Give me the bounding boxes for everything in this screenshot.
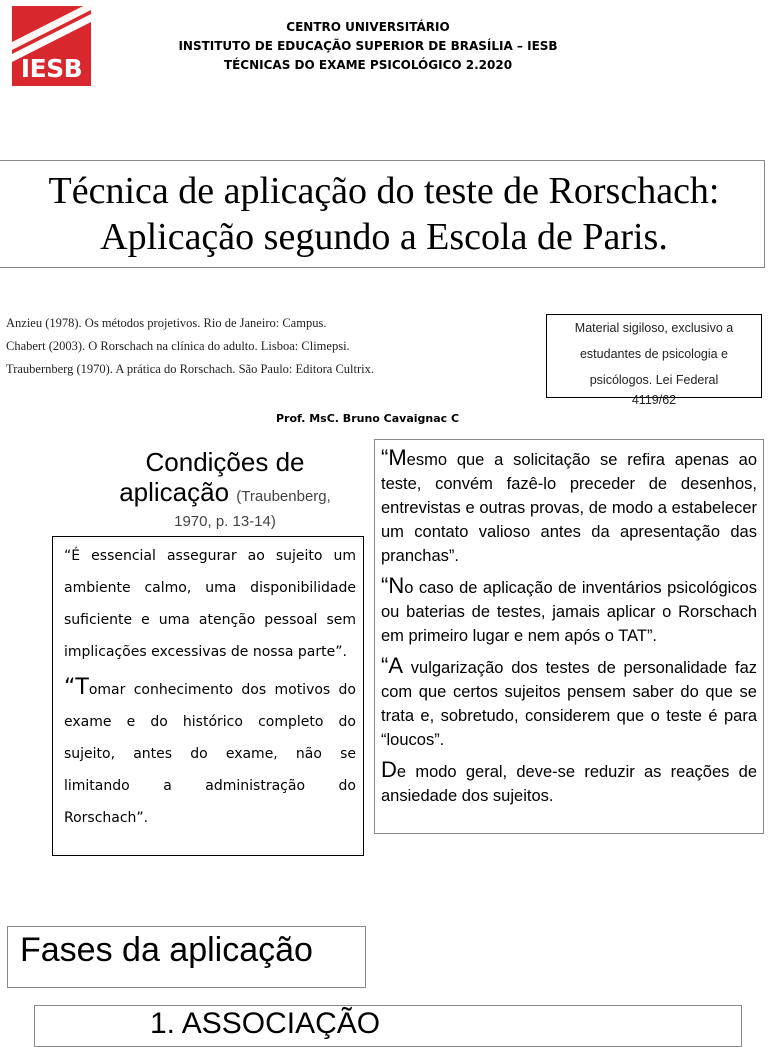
reference-item: Traubernberg (1970). A prática do Rorschach. São Paulo: Editora Cultrix.	[6, 362, 374, 376]
conditions-heading	[52, 447, 398, 512]
conditions-citation-page: 1970, p. 13-14)	[174, 513, 276, 530]
quote-paragraph	[381, 446, 757, 568]
quote-initial: “M	[381, 445, 407, 470]
conditions-citation: (Traubenberg,	[236, 488, 331, 505]
association-heading: 1. ASSOCIAÇÃO	[150, 1007, 381, 1040]
notice-line-4: 4119/62	[631, 393, 677, 407]
quote-body: omar conhecimento dos motivos do exame e do histórico completo do sujeito, antes do exame, não se limitando a administração do Rorschach”.	[64, 682, 356, 826]
notice-line-2: estudantes de psicologia e	[579, 347, 729, 361]
conditions-title-line-1: Condições de	[145, 447, 305, 477]
quote-initial: D	[381, 757, 397, 782]
references-list	[6, 312, 374, 381]
quote-paragraph	[381, 654, 757, 752]
institution-header	[100, 18, 636, 75]
quote-paragraph	[64, 672, 356, 834]
quote-initial: “N	[381, 573, 405, 598]
page-title	[0, 168, 768, 260]
confidential-notice	[546, 314, 762, 407]
header-line-2: INSTITUTO DE EDUCAÇÃO SUPERIOR DE BRASÍLIA – IESB	[178, 39, 558, 53]
notice-line-1: Material sigiloso, exclusivo a	[574, 321, 734, 335]
title-line-2: Aplicação segundo a Escola de Paris.	[100, 216, 668, 258]
conditions-title-line-2: aplicação	[119, 477, 230, 507]
quotes-text	[381, 446, 757, 814]
reference-item: Anzieu (1978). Os métodos projetivos. Rio de Janeiro: Campus.	[6, 316, 327, 330]
phases-heading: Fases da aplicação	[20, 931, 313, 969]
quote-initial: “A	[381, 653, 403, 678]
quote-paragraph	[381, 758, 757, 808]
quote-body: e modo geral, deve-se reduzir as reações de ansiedade dos sujeitos.	[381, 763, 757, 805]
iesb-logo	[12, 6, 91, 86]
quote-paragraph	[381, 574, 757, 648]
conditions-quotes	[64, 540, 356, 838]
quote-initial: “T	[64, 675, 89, 700]
association-frame	[34, 1005, 742, 1047]
header-line-1: CENTRO UNIVERSITÁRIO	[286, 20, 450, 34]
quote-body: esmo que a solicitação se refira apenas ao teste, convém fazê-lo preceder de desenhos, entrevistas e outras provas, de modo a estabelecer um contato valioso antes da apresentação das pranchas”.	[381, 451, 757, 565]
quote-body: essencial assegurar ao sujeito um ambiente calmo, uma disponibilidade suficiente e uma atenção pessoal sem implicações excessivas de nossa parte”.	[64, 548, 356, 660]
quote-initial: “É	[64, 548, 81, 564]
title-line-1: Técnica de aplicação do teste de Rorschach:	[48, 170, 720, 212]
quote-paragraph	[64, 540, 356, 668]
reference-item: Chabert (2003). O Rorschach na clínica do adulto. Lisboa: Climepsi.	[6, 339, 350, 353]
professor-name: Prof. MsC. Bruno Cavaignac C	[276, 412, 460, 425]
notice-line-3: psicólogos. Lei Federal	[589, 373, 719, 387]
header-line-3: TÉCNICAS DO EXAME PSICOLÓGICO 2.2020	[223, 58, 513, 72]
logo-text: IESB	[20, 54, 83, 83]
quote-body: vulgarização dos testes de personalidade faz com que certos sujeitos pensem saber do que se trata e, sobretudo, considerem que o teste é para “loucos”.	[381, 659, 757, 749]
quote-body: o caso de aplicação de inventários psicológicos ou baterias de testes, jamais aplicar o Rorschach em primeiro lugar e nem após o TAT”.	[381, 579, 757, 645]
